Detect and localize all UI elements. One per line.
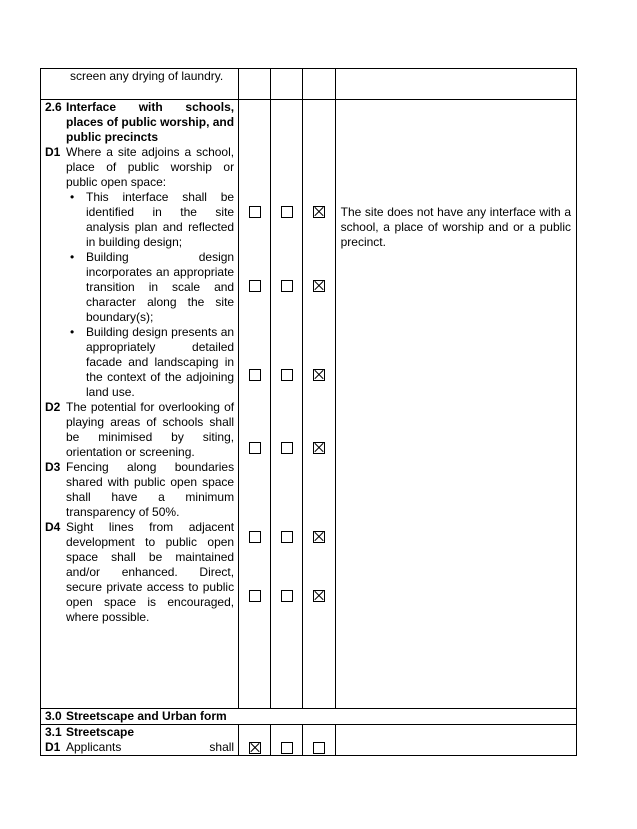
section-title: Streetscape and Urban form bbox=[66, 709, 227, 723]
no-checkbox[interactable] bbox=[281, 531, 293, 543]
no-checkbox[interactable] bbox=[281, 590, 293, 602]
clause-3-1-d1-text: Applicants shall bbox=[66, 740, 235, 754]
table-row-section-2-6 bbox=[41, 100, 577, 709]
na-column-cell bbox=[303, 725, 335, 756]
section-title: Interface with schools, places of public worship, and public precincts bbox=[66, 100, 235, 144]
yes-checkbox[interactable] bbox=[249, 206, 261, 218]
na-checkbox-checked[interactable] bbox=[313, 369, 325, 381]
clause-d1-bullet-2: Building design incorporates an appropriate transition in scale and character along the site boundary(s); bbox=[86, 250, 235, 324]
no-checkbox[interactable] bbox=[281, 206, 293, 218]
table-row-continuation bbox=[41, 69, 577, 100]
clause-number-d1: D1 bbox=[45, 145, 61, 159]
yes-checkbox[interactable] bbox=[249, 369, 261, 381]
bullet-icon: • bbox=[70, 325, 75, 339]
table-row-section-3-0 bbox=[41, 709, 577, 725]
na-checkbox-checked[interactable] bbox=[313, 280, 325, 292]
assessment-table-page bbox=[40, 68, 577, 756]
clause-d4-text: Sight lines from adjacent development to public open space shall be maintained and/or enhanced. Direct, secure private access to public open space is encouraged, where possible. bbox=[66, 520, 235, 624]
na-checkbox[interactable] bbox=[313, 742, 325, 754]
yes-checkbox[interactable] bbox=[249, 442, 261, 454]
yes-checkbox[interactable] bbox=[249, 280, 261, 292]
clause-number-d1: D1 bbox=[45, 740, 61, 754]
bullet-icon: • bbox=[70, 190, 75, 204]
clause-number-d2: D2 bbox=[45, 400, 61, 414]
section-number: 3.0 bbox=[45, 709, 62, 723]
na-column-cell bbox=[303, 100, 335, 709]
clause-d1-bullet-3: Building design presents an appropriately detailed facade and landscaping in the context of the adjoining land use. bbox=[86, 325, 235, 399]
no-checkbox[interactable] bbox=[281, 742, 293, 754]
assessment-table bbox=[40, 68, 577, 756]
bullet-icon: • bbox=[70, 250, 75, 264]
na-checkbox-checked[interactable] bbox=[313, 590, 325, 602]
na-checkbox-checked[interactable] bbox=[313, 442, 325, 454]
continuation-text: screen any drying of laundry. bbox=[70, 69, 224, 83]
clause-d2-text: The potential for overlooking of playing areas of schools shall be minimised by siting, orientation or screening. bbox=[66, 400, 235, 459]
list-item bbox=[41, 325, 238, 400]
comment-2-6: The site does not have any interface with a school, a place of worship and or a public precinct. bbox=[340, 205, 571, 249]
table-row-section-3-1 bbox=[41, 725, 577, 756]
no-checkbox[interactable] bbox=[281, 442, 293, 454]
na-checkbox-checked[interactable] bbox=[313, 206, 325, 218]
yes-checkbox-checked[interactable] bbox=[249, 742, 261, 754]
clause-d3-text: Fencing along boundaries shared with public open space shall have a minimum transparency of 50%. bbox=[66, 460, 235, 519]
no-column-cell bbox=[271, 100, 303, 709]
yes-column-cell bbox=[239, 100, 271, 709]
no-checkbox[interactable] bbox=[281, 369, 293, 381]
section-number: 2.6 bbox=[45, 100, 62, 114]
section-number: 3.1 bbox=[45, 725, 62, 739]
yes-checkbox[interactable] bbox=[249, 531, 261, 543]
clause-number-d3: D3 bbox=[45, 460, 61, 474]
clause-d1-bullet-1: This interface shall be identified in the site analysis plan and reflected in building design; bbox=[86, 190, 235, 249]
na-checkbox-checked[interactable] bbox=[313, 531, 325, 543]
yes-checkbox[interactable] bbox=[249, 590, 261, 602]
list-item bbox=[41, 250, 238, 325]
yes-column-cell bbox=[239, 725, 271, 756]
section-title: Streetscape bbox=[66, 725, 135, 739]
clause-number-d4: D4 bbox=[45, 520, 61, 534]
clause-d1-intro: Where a site adjoins a school, place of public worship or public open space: bbox=[66, 145, 235, 189]
list-item bbox=[41, 190, 238, 250]
no-checkbox[interactable] bbox=[281, 280, 293, 292]
no-column-cell bbox=[271, 725, 303, 756]
